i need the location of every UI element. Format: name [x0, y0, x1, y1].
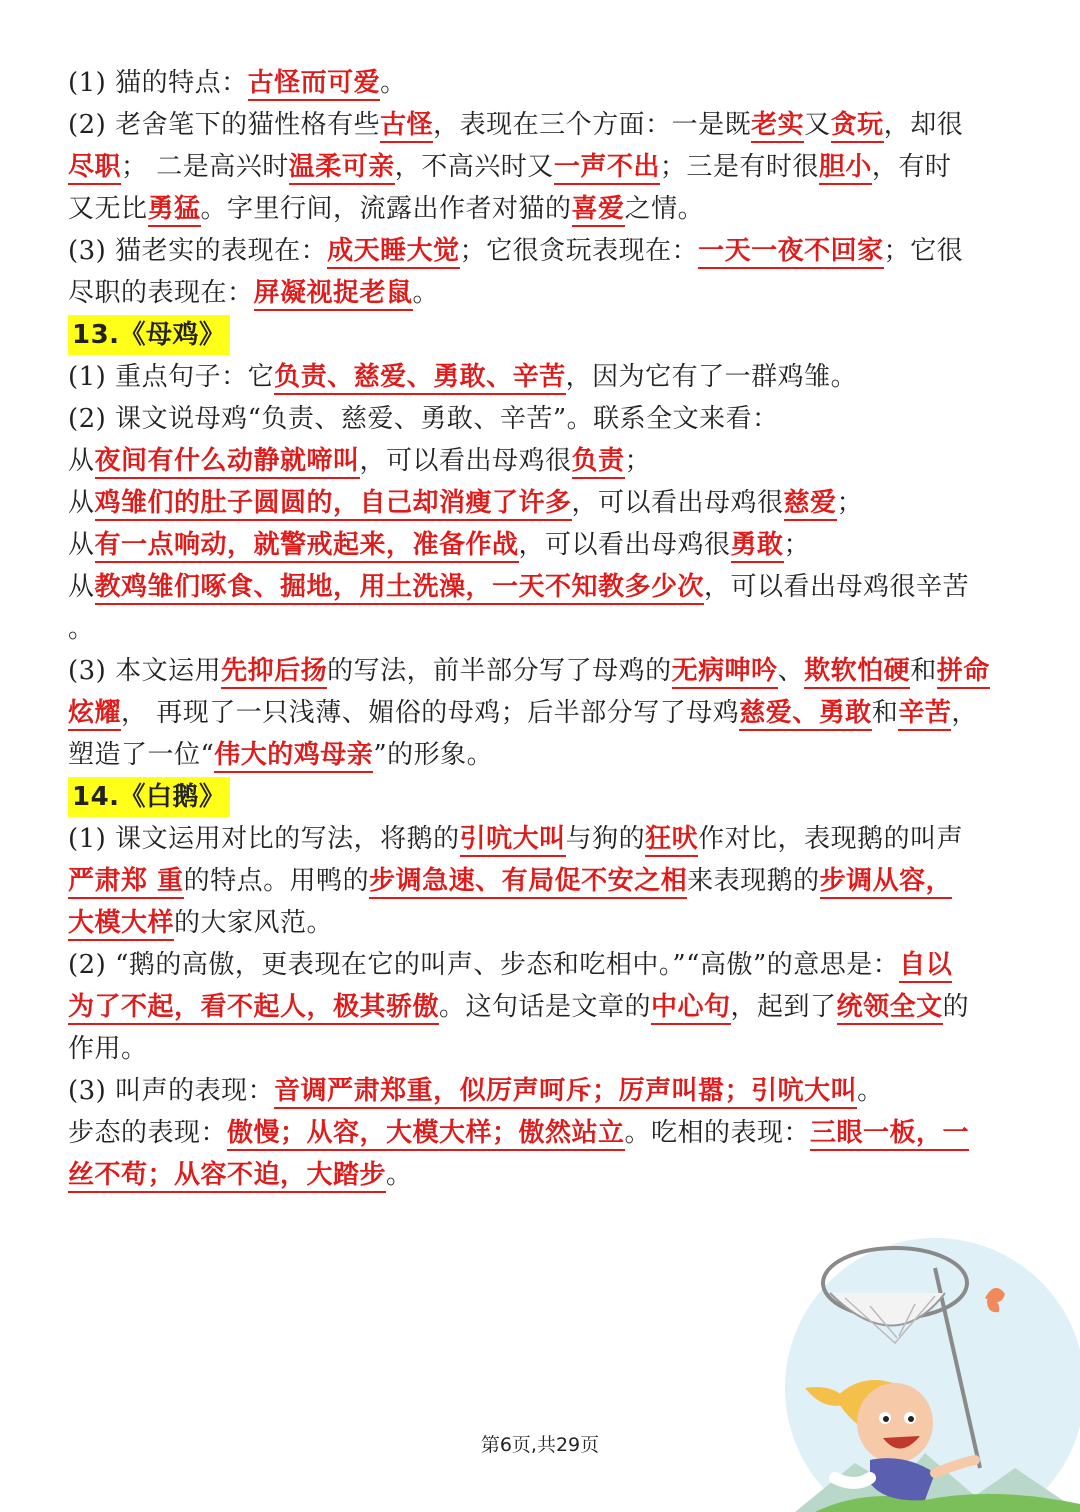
body-text: 。 [380, 68, 407, 98]
text-line [68, 356, 1018, 398]
text-line [68, 524, 1018, 566]
text-line [68, 314, 1018, 356]
body-text: ，有时 [871, 152, 952, 182]
answer-highlight: 负责 [572, 446, 625, 479]
body-text: 又 [804, 110, 831, 140]
answer-highlight: 大模大样 [68, 908, 174, 941]
answer-highlight: 贪玩 [831, 110, 884, 143]
body-text: ； [783, 530, 811, 560]
body-text: (2) “鹅的高傲，更表现在它的叫声、步态和吃相中。”“高傲”的意思是： [68, 950, 900, 980]
body-text: 之情。 [624, 194, 705, 224]
body-text: ”的形象。 [373, 740, 494, 770]
answer-highlight: 中心句 [651, 992, 731, 1025]
text-line [68, 692, 1018, 734]
body-text: (1) 课文运用对比的写法，将鹅的 [68, 824, 460, 854]
body-text: ； [836, 488, 864, 518]
text-line [68, 944, 1018, 986]
body-text: 作用。 [68, 1034, 148, 1064]
answer-highlight: 无病呻吟 [672, 656, 778, 689]
document-body [68, 62, 1018, 1196]
text-line [68, 776, 1018, 818]
body-text: ，因为它有了一群鸡雏。 [565, 362, 858, 392]
text-line [68, 230, 1018, 272]
body-text: (1) 猫的特点： [68, 68, 248, 98]
text-line [68, 734, 1018, 776]
text-line [68, 650, 1018, 692]
text-line [68, 272, 1018, 314]
answer-highlight: 尽职 [68, 152, 121, 185]
answer-highlight: 老实 [751, 110, 804, 143]
text-line [68, 1112, 1018, 1154]
text-line [68, 482, 1018, 524]
answer-highlight: 古怪而可爱 [248, 68, 381, 101]
answer-highlight: 为了不起，看不起人，极其骄傲 [68, 992, 439, 1025]
answer-highlight: 胆小 [819, 152, 872, 185]
answer-highlight: 勇猛 [148, 194, 201, 227]
answer-highlight: 步调从容， [820, 866, 953, 899]
body-text: (3) 叫声的表现： [68, 1076, 275, 1106]
answer-highlight: 丝不苟；从容不迫，大踏步 [68, 1160, 386, 1193]
body-text: (2) 老舍笔下的猫性格有些 [68, 110, 381, 140]
body-text: ，不高兴时又 [394, 152, 554, 182]
answer-highlight: 自以 [899, 950, 952, 983]
body-text: ；三是有时很 [659, 152, 819, 182]
body-text: 与狗的 [565, 824, 646, 854]
body-text: 。吃相的表现： [624, 1118, 811, 1148]
body-text: 、 [777, 656, 805, 686]
body-text: 和 [871, 698, 899, 728]
answer-highlight: 屏凝视捉老鼠 [254, 278, 413, 311]
text-line [68, 1154, 1018, 1196]
text-line [68, 1028, 1018, 1070]
answer-highlight: 负责、慈爱、勇敢、辛苦 [274, 362, 566, 395]
girl-with-butterfly-net-illustration [775, 1238, 1080, 1512]
body-text: (3) 猫老实的表现在： [68, 236, 328, 266]
body-text: ，可以看出母鸡很 [359, 446, 572, 476]
body-text: 塑造了一位“ [68, 740, 215, 770]
body-text: 。 [68, 614, 95, 644]
body-text: 的 [942, 992, 970, 1022]
body-text: 来表现鹅的 [687, 866, 820, 896]
answer-highlight: 温柔可亲 [289, 152, 395, 185]
body-text: 和 [910, 656, 937, 686]
answer-highlight: 一天一夜不回家 [698, 236, 884, 269]
body-text: ， 再现了一只浅薄、媚俗的母鸡；后半部分写了母鸡 [121, 698, 740, 728]
text-line [68, 566, 1018, 608]
answer-highlight: 引吭大叫 [460, 824, 566, 857]
text-line [68, 902, 1018, 944]
text-line [68, 398, 1018, 440]
answer-highlight: 音调严肃郑重，似厉声呵斥；厉声叫嚣；引吭大叫 [274, 1076, 857, 1109]
answer-highlight: 三眼一板，一 [810, 1118, 969, 1151]
body-text: 从 [68, 572, 95, 602]
body-text: ，表现在三个方面：一是既 [433, 110, 752, 140]
body-text: 作对比，表现鹅的叫声 [698, 824, 964, 854]
body-text: 步态的表现： [68, 1118, 228, 1148]
answer-highlight: 伟大的鸡母亲 [214, 740, 373, 773]
text-line [68, 986, 1018, 1028]
text-line [68, 440, 1018, 482]
answer-highlight: 辛苦 [898, 698, 951, 731]
answer-highlight: 有一点响动，就警戒起来，准备作战 [95, 530, 519, 563]
body-text: 。这句话是文章的 [439, 992, 652, 1022]
body-text: 的写法，前半部分写了母鸡的 [327, 656, 672, 686]
answer-highlight: 喜爱 [572, 194, 625, 227]
section-heading: 14.《白鹅》 [68, 777, 230, 817]
answer-highlight: 慈爱 [784, 488, 837, 521]
page-number: 第6页,共29页 [480, 1434, 600, 1456]
body-text: (1) 重点句子：它 [68, 362, 275, 392]
body-text: 的特点。用鸭的 [183, 866, 370, 896]
text-line [68, 860, 1018, 902]
answer-highlight: 欺软怕硬 [804, 656, 910, 689]
answer-highlight: 夜间有什么动静就啼叫 [95, 446, 360, 479]
body-text: 从 [68, 446, 95, 476]
text-line [68, 62, 1018, 104]
body-text: ，却很 [883, 110, 964, 140]
answer-highlight: 拼命 [937, 656, 990, 689]
answer-highlight: 狂吠 [645, 824, 698, 857]
text-line [68, 104, 1018, 146]
body-text: ； 二是高兴时 [121, 152, 289, 182]
body-text: 从 [68, 488, 95, 518]
answer-highlight: 成天睡大觉 [327, 236, 460, 269]
body-text: 。字里行间，流露出作者对猫的 [200, 194, 572, 224]
body-text: ，可以看出母鸡很 [571, 488, 784, 518]
answer-highlight: 炫耀 [68, 698, 121, 731]
text-line [68, 608, 1018, 650]
answer-highlight: 鸡雏们的肚子圆圆的，自己却消瘦了许多 [95, 488, 572, 521]
answer-highlight: 慈爱、勇敢 [739, 698, 872, 731]
body-text: (3) 本文运用 [68, 656, 222, 686]
body-text: ，可以看出母鸡很 [518, 530, 731, 560]
body-text: 。 [412, 278, 440, 308]
body-text: ， [951, 698, 978, 728]
body-text: 从 [68, 530, 95, 560]
body-text: ；它很 [883, 236, 964, 266]
body-text: ；它很贪玩表现在： [459, 236, 699, 266]
answer-highlight: 一声不出 [554, 152, 660, 185]
text-line [68, 1070, 1018, 1112]
answer-highlight: 勇敢 [731, 530, 784, 563]
body-text: 尽职的表现在： [68, 278, 254, 308]
answer-highlight: 严肃郑 重 [68, 866, 184, 899]
body-text: 。 [386, 1160, 413, 1190]
answer-highlight: 步调急速、有局促不安之相 [369, 866, 687, 899]
body-text: (2) 课文说母鸡“负责、慈爱、勇敢、辛苦”。联系全文来看： [68, 404, 779, 434]
answer-highlight: 古怪 [380, 110, 433, 143]
body-text: ，可以看出母鸡很辛苦 [704, 572, 970, 602]
text-line [68, 818, 1018, 860]
text-line [68, 188, 1018, 230]
answer-highlight: 统领全文 [837, 992, 943, 1025]
answer-highlight: 先抑后扬 [221, 656, 327, 689]
text-line [68, 146, 1018, 188]
body-text: ； [624, 446, 652, 476]
answer-highlight: 傲慢；从容，大模大样；傲然站立 [227, 1118, 625, 1151]
body-text: 的大家风范。 [174, 908, 334, 938]
body-text: 又无比 [68, 194, 148, 224]
body-text: ，起到了 [730, 992, 837, 1022]
body-text: 。 [857, 1076, 884, 1106]
answer-highlight: 教鸡雏们啄食、掘地，用土洗澡，一天不知教多少次 [95, 572, 705, 605]
section-heading: 13.《母鸡》 [68, 315, 230, 355]
